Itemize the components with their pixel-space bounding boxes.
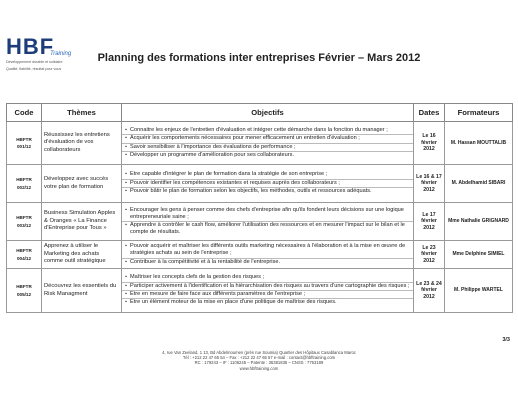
objective-item [122, 259, 413, 266]
logo-text: HBF [6, 34, 55, 59]
objective-text: Encourager les gens à penser comme des chefs d'entreprise afin qu'ils fondent leurs décisions sur une logique entrepreneuriale saine ; [130, 206, 404, 220]
page-number: 3/3 [502, 337, 510, 343]
header-formateurs: Formateurs [445, 104, 513, 122]
bullet-icon: ▪ [125, 171, 127, 178]
bullet-icon: ▪ [125, 151, 127, 158]
row-formateur: M. Abdelhamid SIBARI [445, 165, 513, 203]
row-code: HBFTR 002/12 [7, 165, 42, 203]
training-schedule-table [6, 103, 513, 313]
objective-text: Pouvoir acquérir et maîtriser les différents outils marketing nécessaires à l'élaboration et à la mise en œuvre de stratégies achats au sein de l'entreprise ; [130, 243, 406, 257]
row-theme: Découvrez les essentiels du Risk Managment [42, 269, 122, 313]
objective-item [122, 180, 413, 188]
bullet-icon: ▪ [125, 135, 127, 142]
row-code: HBFTR 005/12 [7, 269, 42, 313]
bullet-icon: ▪ [125, 222, 127, 228]
objective-text: Pouvoir bâtir le plan de formation selon les objectifs, les méthodes, outils et ressources adéquats. [130, 188, 372, 195]
objective-item [122, 152, 413, 159]
bullet-icon: ▪ [125, 258, 127, 265]
bullet-icon: ▪ [125, 126, 127, 133]
objective-item [122, 299, 413, 306]
objective-text: Développer un programme d'amélioration pour ses collaborateurs. [130, 151, 294, 158]
row-code: HBFTR 003/12 [7, 203, 42, 241]
row-dates: Le 17 février 2012 [414, 203, 445, 241]
objective-item [122, 188, 413, 195]
objective-text: Etre un élément moteur de la mise en place d'une politique de maîtrise des risques. [130, 299, 337, 306]
logo-subtext: Training [50, 51, 72, 57]
objective-text: Contribuer à la compétitivité et à la rentabilité de l'entreprise. [130, 258, 281, 265]
footer-address: 4, rue Van Zeeland, 1 13, Bd Abdelmoumen (près rue Soumia) Quartier des Hôpitaux Casablanca Maroc [162, 350, 356, 355]
table-row [7, 241, 513, 269]
logo-tagline-2: Qualité, fiabilité, résultat pour vous [6, 66, 62, 71]
objective-item [122, 135, 413, 143]
footer-contact: Tél : +212 22 47 65 54 – Fax : +212 22 47 65 57 e-mail : contact@hbftraining.com [182, 355, 336, 361]
row-dates: Le 16 février 2012 [414, 122, 445, 165]
objective-text: Etre en mesure de faire face aux différents paramètres de l'entreprise ; [130, 291, 306, 297]
row-objectifs [122, 203, 414, 241]
objective-text: Pouvoir identifier les compétences existantes et requises auprès des collaborateurs ; [130, 179, 340, 186]
row-code: HBFTR 004/12 [7, 241, 42, 269]
header-dates: Dates [414, 104, 445, 122]
header-objectifs: Objectifs [122, 104, 414, 122]
row-objectifs [122, 269, 414, 313]
bullet-icon: ▪ [125, 299, 127, 306]
bullet-icon: ▪ [125, 179, 127, 186]
objective-text: Participer activement à l'identification et la hiérarchisation des risques au travers d'une cartographie des risques ; [130, 282, 410, 289]
row-formateur: M. Philippe WARTEL [445, 269, 513, 313]
objective-item [122, 283, 413, 291]
table-row [7, 269, 513, 313]
row-formateur: Mme Delphine SIMIEL [445, 241, 513, 269]
bullet-icon: ▪ [125, 143, 127, 150]
row-dates: Le 23 & 24 février 2012 [414, 269, 445, 313]
objective-item [122, 243, 413, 258]
row-theme: Développez avec succès votre plan de formation [42, 165, 122, 203]
header-themes: Thèmes [42, 104, 122, 122]
objective-text: Acquérir les comportements nécessaires pour mener efficacement un entretien d'évaluation ; [130, 135, 360, 142]
objective-text: Maîtriser les concepts clefs de la gestion des risques ; [130, 274, 265, 281]
bullet-icon: ▪ [125, 282, 127, 289]
row-objectifs [122, 122, 414, 165]
bullet-icon: ▪ [125, 243, 127, 250]
footer-registration: RC : 179243 – IF : 1106245 – Patente : 36381835 – CNSS : 7753189 [194, 360, 324, 366]
objective-item [122, 274, 413, 282]
objective-text: Connaitre les enjeux de l'entretien d'évaluation et intégrer cette démarche dans la fonction du manager ; [130, 126, 388, 133]
logo-tagline-1: Développement durable et solidaire [6, 60, 63, 64]
bullet-icon: ▪ [125, 291, 127, 297]
objective-text: Apprendre à contrôler le cash flow, améliorer l'utilisation des ressources et en mesurer l'impact sur le bilan et le compte de résultats. [130, 222, 405, 236]
objective-item [122, 171, 413, 179]
objective-item [122, 144, 413, 152]
table-header-row [7, 104, 513, 122]
bullet-icon: ▪ [125, 188, 127, 195]
objective-text: Etre capable d'intégrer le plan de formation dans la stratégie de son entreprise ; [130, 171, 328, 178]
objective-text: Savoir sensibiliser à l'importance des évaluations de performance ; [130, 143, 296, 150]
table-row [7, 203, 513, 241]
row-objectifs [122, 241, 414, 269]
footer-website: www.hbftraining.com [239, 365, 279, 371]
bullet-icon: ▪ [125, 206, 127, 213]
row-theme: Business Simulation Apples & Oranges « La Finance d'Entreprise pour Tous » [42, 203, 122, 241]
header-code: Code [7, 104, 42, 122]
bullet-icon: ▪ [125, 274, 127, 281]
table-row [7, 122, 513, 165]
row-formateur: Mme Nathalie GRIGNARD [445, 203, 513, 241]
objective-item [122, 291, 413, 299]
row-theme: Apprenez à utiliser le Marketing des achats comme outil stratégique [42, 241, 122, 269]
row-dates: Le 23 février 2012 [414, 241, 445, 269]
table-row [7, 165, 513, 203]
row-theme: Réussissez les entretiens d'évaluation de vos collaborateurs [42, 122, 122, 165]
objective-item [122, 127, 413, 135]
row-code: HBFTR 001/12 [7, 122, 42, 165]
page-footer [0, 350, 518, 371]
row-formateur: M. Hassan MOUTTALIB [445, 122, 513, 165]
row-dates: Le 16 & 17 février 2012 [414, 165, 445, 203]
objective-item [122, 222, 413, 236]
objective-item [122, 207, 413, 222]
row-objectifs [122, 165, 414, 203]
page-title: Planning des formations inter entreprises Février – Mars 2012 [97, 52, 421, 64]
